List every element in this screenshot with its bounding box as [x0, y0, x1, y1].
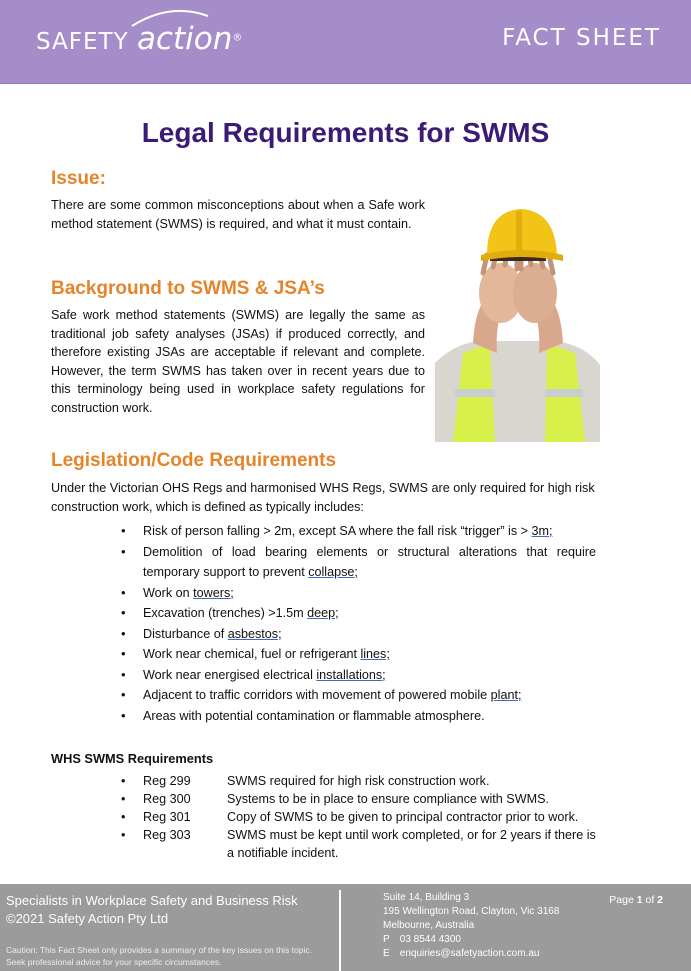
list-item: • Work on towers;	[121, 583, 596, 604]
issue-text: There are some common misconceptions about when a Safe work method statement (SWMS) is required, and what it must contain.	[51, 198, 425, 231]
header-banner	[0, 0, 691, 84]
list-item: • Demolition of load bearing elements or structural alterations that require temporary support to prevent collapse;	[121, 542, 596, 583]
address-line: Suite 14, Building 3	[383, 892, 470, 903]
list-item: • Adjacent to traffic corridors with movement of powered mobile plant;	[121, 685, 596, 706]
page-number: Page 1 of 2	[609, 894, 663, 906]
worker-hardhat-photo	[435, 193, 600, 442]
email-link[interactable]: enquiries@safetyaction.com.au	[399, 948, 540, 959]
page-title: Legal Requirements for SWMS	[141, 117, 550, 148]
background-heading: Background to SWMS & JSA’s	[51, 278, 325, 299]
reg-item: • Reg 299 SWMS required for high risk construction work.	[121, 772, 601, 790]
list-item: • Work near energised electrical installations;	[121, 665, 596, 686]
address-line: 195 Wellington Road, Clayton, Vic 3168	[383, 906, 560, 917]
footer-tagline: Specialists in Workplace Safety and Business Risk	[6, 893, 298, 908]
fact-sheet-label: FACT SHEET	[502, 25, 661, 51]
footer-contact	[383, 891, 559, 961]
reg-item: • Reg 300 Systems to be in place to ensure compliance with SWMS.	[121, 790, 601, 808]
footer-copyright: ©2021 Safety Action Pty Ltd	[6, 911, 169, 926]
legislation-heading: Legislation/Code Requirements	[51, 450, 337, 471]
email-line: E enquiries@safetyaction.com.au	[383, 948, 540, 959]
issue-heading: Issue:	[51, 168, 106, 189]
footer-left	[6, 892, 331, 968]
whs-requirements-heading: WHS SWMS Requirements	[51, 751, 214, 766]
list-item: • Work near chemical, fuel or refrigerant lines;	[121, 644, 596, 665]
list-item: • Excavation (trenches) >1.5m deep;	[121, 603, 596, 624]
reg-item: • Reg 303 SWMS must be kept until work completed, or for 2 years if there is a notifiable incident.	[121, 826, 601, 862]
footer-caution: Caution: This Fact Sheet only provides a summary of the key issues on this topic. Seek professional advice for your specific circumstances.	[6, 945, 312, 967]
reg-item: • Reg 301 Copy of SWMS to be given to principal contractor prior to work.	[121, 808, 601, 826]
safety-action-logo: SAFETY action®	[36, 21, 244, 57]
high-risk-work-list	[121, 521, 596, 726]
phone-line: P 03 8544 4300	[383, 934, 461, 945]
footer	[0, 884, 691, 971]
legislation-intro: Under the Victorian OHS Regs and harmonised WHS Regs, SWMS are only required for high risk construction work, which is defined as typically includes:	[51, 481, 595, 514]
address-line: Melbourne, Australia	[383, 920, 475, 931]
background-text: Safe work method statements (SWMS) are legally the same as traditional job safety analyses (JSAs) if produced correctly, and therefore existing JSAs are acceptable if relevant and complete. However, the term SWMS has taken over in recent years due to this terminology being used in workplace safety regulations for construction work.	[51, 308, 425, 415]
list-item: • Disturbance of asbestos;	[121, 624, 596, 645]
list-item: • Risk of person falling > 2m, except SA where the fall risk “trigger” is > 3m;	[121, 521, 596, 542]
footer-divider	[339, 890, 341, 971]
list-item: • Areas with potential contamination or flammable atmosphere.	[121, 706, 596, 727]
whs-regs-list	[121, 772, 601, 862]
